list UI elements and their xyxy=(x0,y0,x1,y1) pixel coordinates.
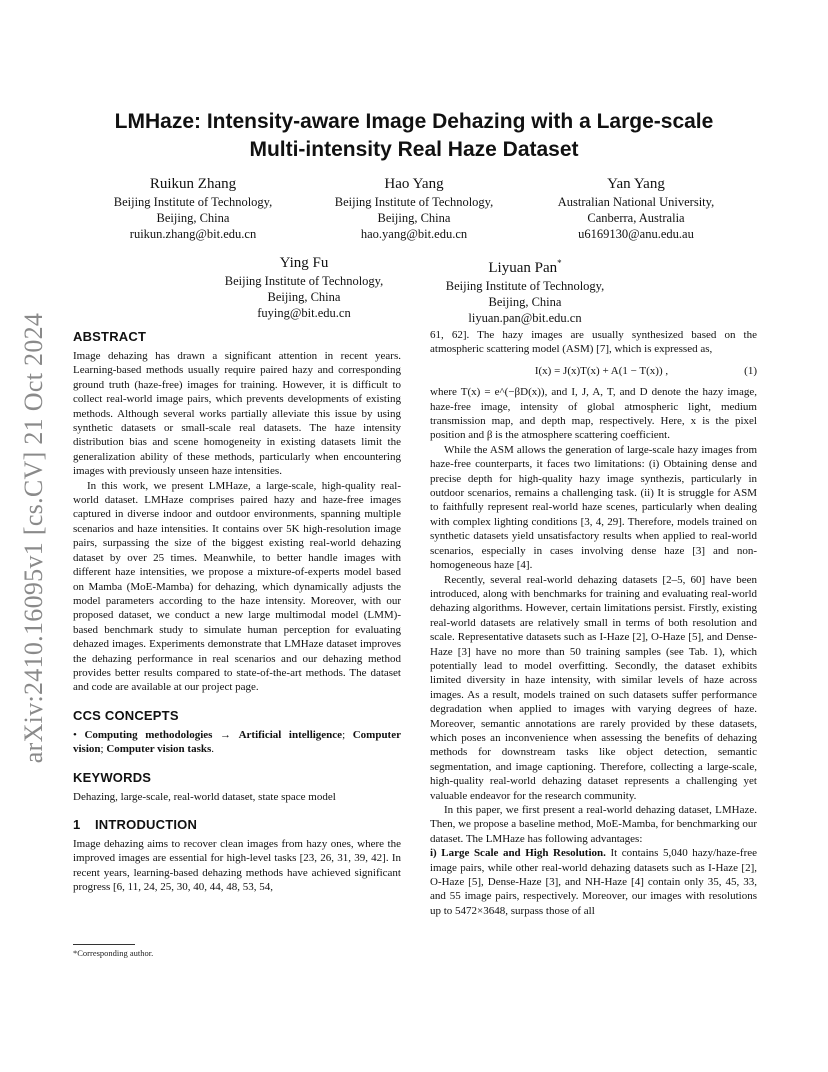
right-paragraph-1: where T(x) = e^(−βD(x)), and I, J, A, T, and D denote the hazy image, haze-free image, intensity of global atmospheric light, medium transmission map, and depth map, respectively. Here, x is the pixel position and β is the atmosphere scattering coefficient. xyxy=(430,386,757,442)
author-location: Beijing, China xyxy=(377,211,451,225)
author-location: Beijing, China xyxy=(156,211,230,225)
arxiv-sidebar xyxy=(16,288,52,788)
introduction-heading xyxy=(73,816,401,834)
author-email: fuying@bit.edu.cn xyxy=(257,306,351,320)
author-block-3 xyxy=(536,175,736,242)
author-name: Ruikun Zhang xyxy=(149,176,237,192)
title-line-1: LMHaze: Intensity-aware Image Dehazing with a Large-scale xyxy=(114,110,714,133)
equation-1 xyxy=(430,364,757,378)
author-email: liyuan.pan@bit.edu.cn xyxy=(468,311,582,325)
author-email: ruikun.zhang@bit.edu.cn xyxy=(129,227,257,241)
author-block-5 xyxy=(425,254,625,326)
author-location: Beijing, China xyxy=(488,295,562,309)
author-affiliation: Beijing Institute of Technology, xyxy=(334,195,494,209)
ccs-heading: CCS CONCEPTS xyxy=(73,707,179,723)
ccs-term: Computer vision xyxy=(73,728,401,756)
right-paragraph-4: In this paper, we first present a real-world dehazing dataset, LMHaze. Then, we propose a baseline method, MoE-Mamba, for benchmarking our dataset. The LMHaze has following advantages: xyxy=(430,804,757,845)
right-paragraph-0: 61, 62]. The hazy images are usually synthesized based on the atmospheric scattering model (ASM) [7], which is expressed as, xyxy=(430,329,757,356)
author-affiliation: Beijing Institute of Technology, xyxy=(113,195,273,209)
abstract-paragraph-2: In this work, we present LMHaze, a large-scale, high-quality real-world dataset. LMHaze comprises paired hazy and haze-free images captured in diverse indoor and outdoor environments, spanning multiple scenarios and haze intensities. It contains over 5K high-resolution image pairs, surpassing the size of the biggest existing real-world dehazing dataset by over 25 times. Meanwhile, to better handle images with different haze intensities, we propose a mixture-of-experts model based on Mamba (MoE-Mamba) for dehazing, which dynamically adjusts the model parameters according to the haze intensity. Moreover, with our proposed dataset, we conduct a new large multimodal model (LMM)-based benchmark study to simulate human perception for evaluating dehazed images. Experiments demonstrate that LMHaze dataset improves the dehazing performance in real scenarios and our dehazing method provides better results compared to state-of-the-art methods. The dataset and code are available at our project page. xyxy=(73,479,401,694)
ccs-concepts xyxy=(73,728,401,757)
equation-body: I(x) = J(x)T(x) + A(1 − T(x)) , xyxy=(534,364,669,377)
author-location: Beijing, China xyxy=(267,290,341,304)
section-number: 1 xyxy=(73,816,81,832)
ccs-term: Artificial intelligence xyxy=(238,728,343,741)
author-email: u6169130@anu.edu.au xyxy=(578,227,694,241)
author-affiliation: Beijing Institute of Technology, xyxy=(445,279,605,293)
ccs-separator: ; xyxy=(100,743,107,756)
author-name: Liyuan Pan xyxy=(488,260,558,276)
keywords-heading: KEYWORDS xyxy=(73,769,152,785)
right-column xyxy=(430,328,757,918)
right-paragraph-2: While the ASM allows the generation of large-scale hazy images from haze-free counterparts, it faces two limitations: (i) Obtaining dense and precise depth for high-quality hazy image synthezis, particularly in outdoor scenarios, remains a challenging task. (ii) It is struggle for ASM to faithfully represent real-world haze scenes, particularly when dealing with complex lighting conditions [3, 4, 29]. Therefore, models trained on synthetic datasets yield unsatisfactory results when applied to real-world scenarios, especially in cases involving dense haze [3] and non-homogeneous haze [4]. xyxy=(430,443,757,572)
author-email: hao.yang@bit.edu.cn xyxy=(360,227,468,241)
author-block-4 xyxy=(204,254,404,321)
advantage-text: It contains 5,040 hazy/haze-free image pairs, while other real-world dehazing datasets such as I-Haze [2], O-Haze [5], Dense-Haze [3], and NH-Haze [4] contain only 35, 45, 33, and 55 image pairs, respectively. Moreover, our images with resolutions up to 5472×3648, surpass those of all xyxy=(430,847,757,917)
right-paragraph-3: Recently, several real-world dehazing datasets [2–5, 60] have been introduced, along with benchmarks for training and evaluating real-world dehazing algorithms. However, certain limitations persist. Firstly, existing real-world datasets are relatively small in terms of both resolution and scale. Representative datasets such as I-Haze [2], O-Haze [5], and Dense-Haze [3] have no more than 50 training samples (see Tab. 1), which potentially lead to model overfitting. Secondly, the dataset exhibits limited diversity in haze intensity, with similar levels of haze across images. As a result, models trained on such datasets suffer performance degradation when applied to images with varying degrees of haze. Moreover, semantic annotations are rarely provided by these datasets, which poses an inconvenience when assessing the benefits of dehazing methods for downstream tasks like object detection, semantic segmentation, and image captioning. Therefore, collecting a large-scale, high-quality real-world dehazing dataset represents a challenging yet valuable endeavor for the research community. xyxy=(430,573,757,802)
author-block-2 xyxy=(314,175,514,242)
author-name-line xyxy=(425,254,625,278)
ccs-term: Computer vision tasks xyxy=(106,743,212,756)
author-location: Canberra, Australia xyxy=(587,211,685,225)
equation-number: (1) xyxy=(744,364,757,377)
author-affiliation: Beijing Institute of Technology, xyxy=(224,274,384,288)
abstract-heading: ABSTRACT xyxy=(73,329,147,344)
abstract-paragraph-1: Image dehazing has drawn a significant attention in recent years. Learning-based methods usually require paired hazy and corresponding ground truth (haze-free) images for training. However, it is difficult to collect real-world image pairs, which prevents developments of existing methods. Although several works partially alleviate this issue by using synthetic datasets or small-scale real datasets. The haze intensity distribution bias and scene homogeneity in existing datasets limit the generalization ability of these methods, particularly when encountering images with previously unseen haze intensities. xyxy=(73,350,401,478)
corresponding-mark: * xyxy=(557,258,562,268)
keywords-text: Dehazing, large-scale, real-world dataset, state space model xyxy=(73,790,336,803)
ccs-term: Computing methodologies xyxy=(84,728,213,741)
arxiv-identifier: arXiv:2410.16095v1 [cs.CV] 21 Oct 2024 xyxy=(19,312,48,764)
author-block-1 xyxy=(93,175,293,242)
ccs-end: . xyxy=(211,743,215,756)
ccs-bullet: • xyxy=(73,728,77,741)
right-paragraph-5 xyxy=(430,846,757,918)
author-name: Yan Yang xyxy=(607,176,665,192)
title-line-2: Multi-intensity Real Haze Dataset xyxy=(249,138,579,161)
footnote: *Corresponding author. xyxy=(73,948,154,958)
section-title: INTRODUCTION xyxy=(95,816,198,832)
paper-title xyxy=(60,108,768,164)
footnote-rule xyxy=(73,944,135,945)
left-column xyxy=(73,328,401,895)
author-name: Ying Fu xyxy=(279,255,329,271)
author-name: Hao Yang xyxy=(384,176,444,192)
advantage-label: i) Large Scale and High Resolution. xyxy=(430,847,606,860)
ccs-separator: ; xyxy=(342,728,353,741)
ccs-arrow: → xyxy=(220,728,231,741)
introduction-paragraph-1: Image dehazing aims to recover clean images from hazy ones, where the improved images are essential for high-level tasks [23, 26, 31, 39, 42]. In recent years, learning-based dehazing methods have achieved significant progress [6, 11, 24, 25, 30, 40, 44, 48, 53, 54, xyxy=(73,837,401,894)
author-affiliation: Australian National University, xyxy=(557,195,715,209)
